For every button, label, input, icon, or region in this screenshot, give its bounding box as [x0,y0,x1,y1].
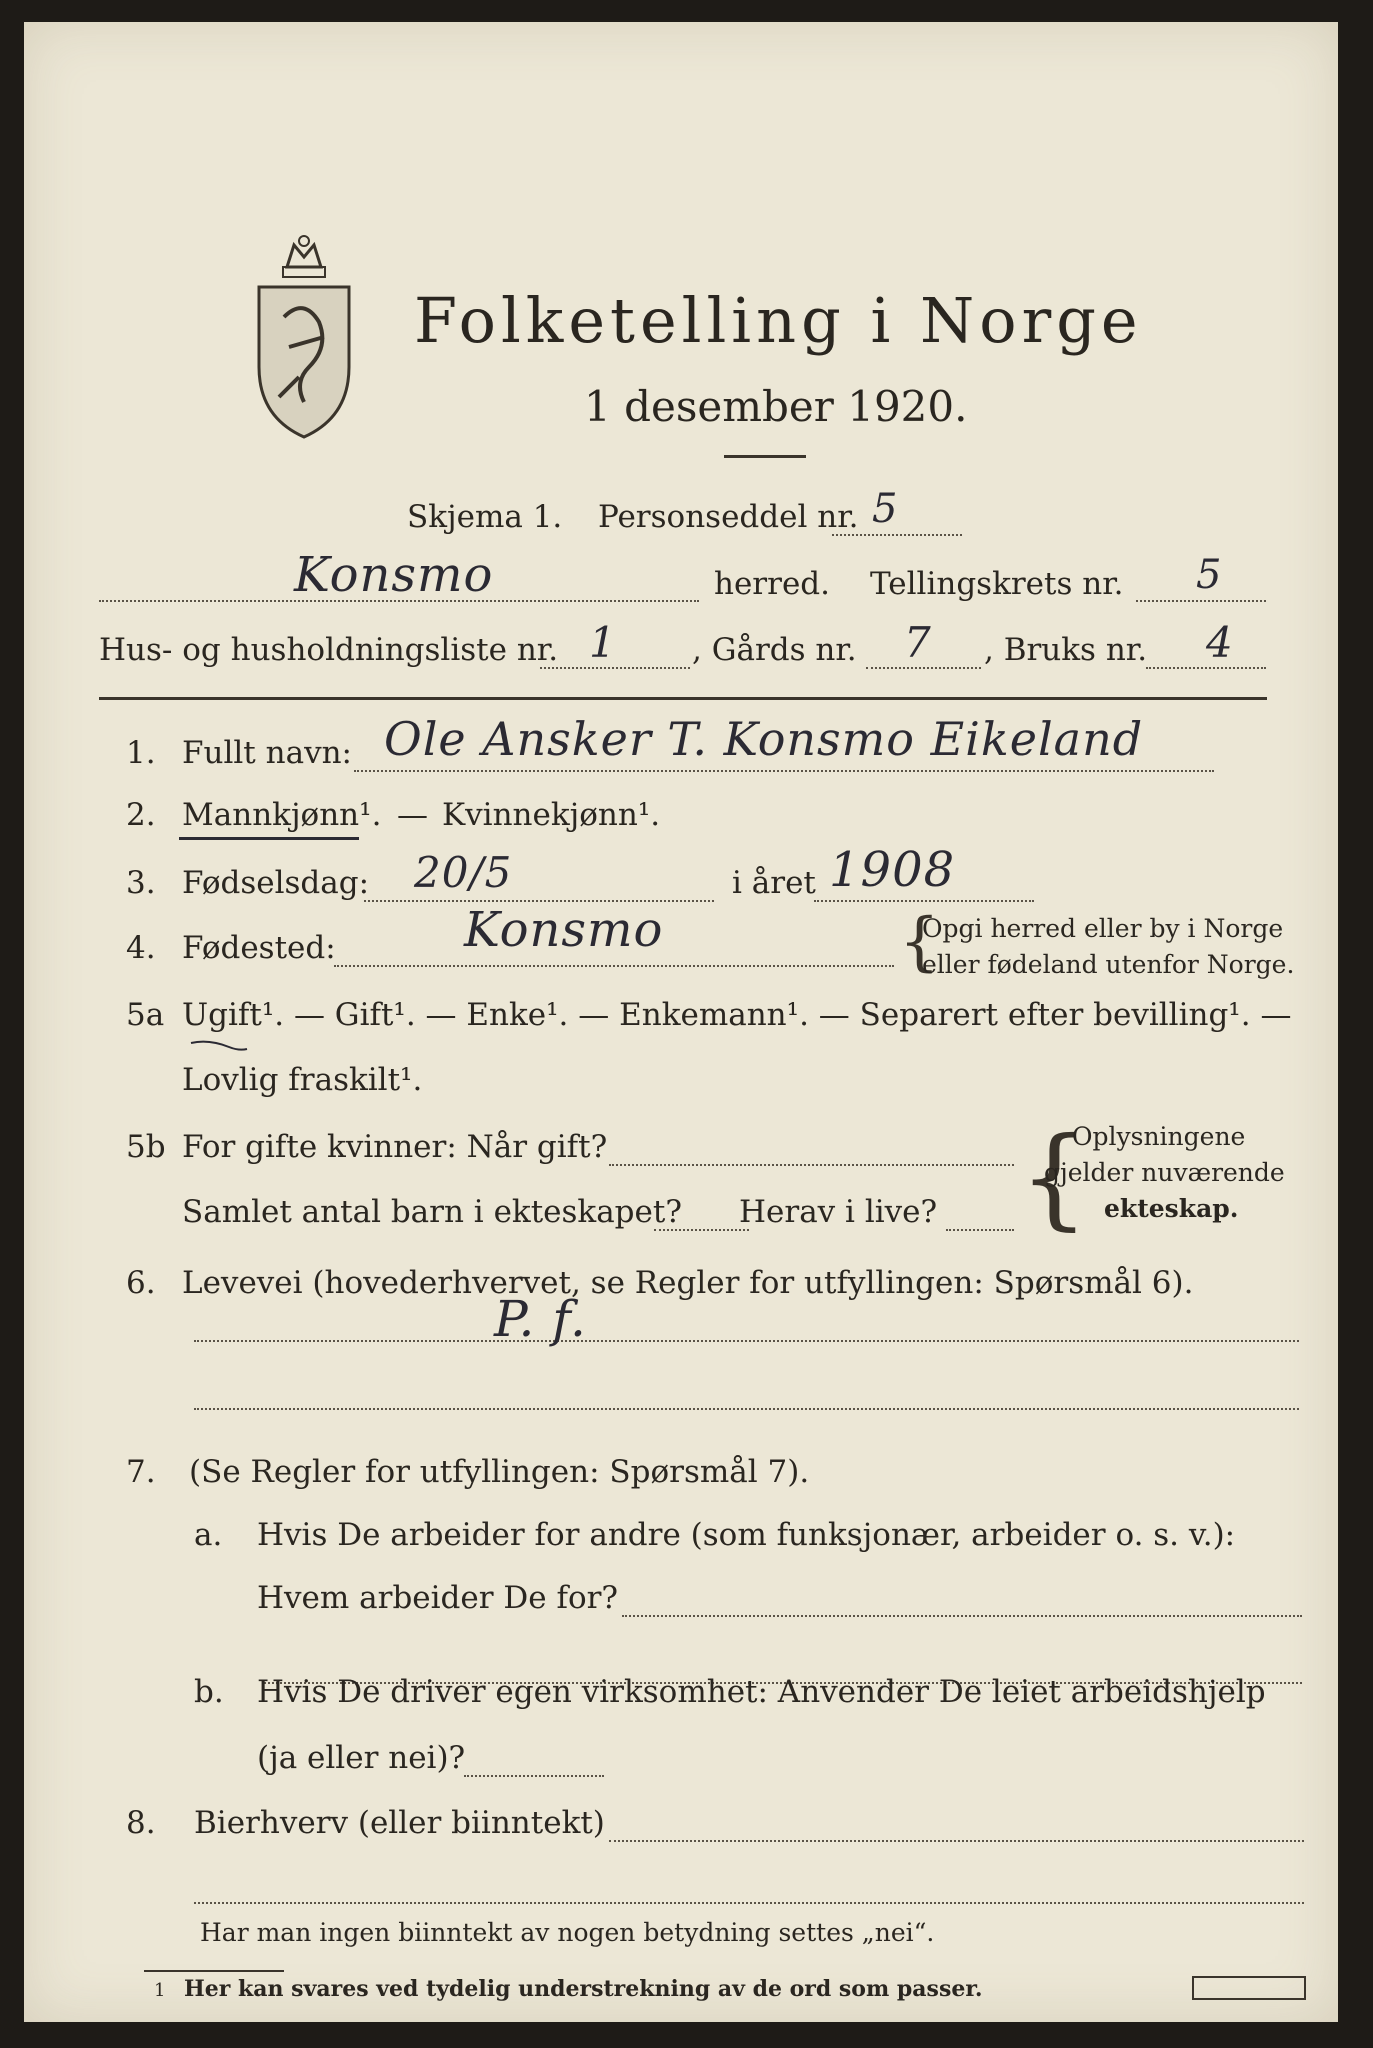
q4-number: 4. [126,930,156,966]
q7-number: 7. [126,1454,156,1490]
hus-label: Hus- og husholdningsliste nr. [99,632,559,668]
q2-number: 2. [126,797,156,833]
bruks-label: , Bruks nr. [984,632,1148,668]
herred-value: Konsmo [294,547,494,603]
q5a-number: 5a [126,997,165,1033]
q7a-line2: Hvem arbeider De for? [257,1580,619,1616]
q6-number: 6. [126,1265,156,1301]
q7b-field-line [464,1775,604,1777]
footnote-text: Her kan svares ved tydelig understrekning av de ord som passer. [184,1976,983,2002]
q3-year-label: i året [732,865,816,901]
q3-number: 3. [126,865,156,901]
q2-male-underline [179,837,359,840]
q7-label: (Se Regler for utfyllingen: Spørsmål 7). [189,1454,810,1490]
gards-value: 7 [904,618,932,667]
q5b-line2-children: Samlet antal barn i ekteskapet? [182,1194,682,1230]
q2-separator: — [397,797,428,833]
q5b-number: 5b [126,1129,166,1165]
census-date: 1 desember 1920. [584,382,968,431]
q8-field-line1 [609,1840,1304,1842]
q8-field-line2 [194,1902,1304,1904]
q5b-alive-field-line [946,1229,1014,1231]
footnote-rule [144,1970,284,1972]
personseddel-value: 5 [872,486,899,532]
q5b-note-line3: ekteskap. [1104,1194,1239,1223]
q5b-note-line1: Oplysningene [1072,1122,1246,1151]
personseddel-label: Personseddel nr. [598,499,859,535]
header-separator [99,697,1267,700]
q4-note-brace: { [899,905,940,979]
q8-note: Har man ingen biinntekt av nogen betydning settes „nei“. [200,1918,935,1947]
bruks-value: 4 [1206,618,1234,667]
q5a-options-line1: Ugift¹. — Gift¹. — Enke¹. — Enkemann¹. — Separert efter bevilling¹. — [182,997,1292,1033]
schema-label: Skjema 1. [407,499,563,535]
q4-label: Fødested: [182,930,336,966]
q7a-letter: a. [194,1517,223,1553]
gards-field-line [866,667,981,669]
q6-field-line1 [194,1340,1299,1342]
q1-full-name: Ole Ansker T. Konsmo Eikeland [384,712,1144,766]
q7b-line2: (ja eller nei)? [257,1740,466,1776]
tellingskrets-value: 5 [1196,552,1223,598]
q5b-line2-alive: Herav i live? [739,1194,938,1230]
q5b-line1: For gifte kvinner: Når gift? [182,1129,608,1165]
q7b-letter: b. [194,1674,224,1710]
q4-note-line1: Opgi herred eller by i Norge [922,914,1284,943]
q1-field-line [354,770,1214,772]
q5a-pen-mark [189,1037,249,1057]
gards-label: , Gårds nr. [692,632,857,668]
q6-label: Levevei (hovederhvervet, se Regler for utfyllingen: Spørsmål 6). [182,1265,1194,1301]
q6-field-line2 [194,1408,1299,1410]
q3-year-field-line [814,900,1034,902]
printer-stamp [1192,1976,1306,2000]
tellingskrets-label: Tellingskrets nr. [870,566,1124,602]
q2-female-option: Kvinnekjønn¹. [442,797,661,833]
q7b-line1: Hvis De driver egen virksomhet: Anvender De leiet arbeidshjelp [257,1674,1266,1710]
q7a-line1: Hvis De arbeider for andre (som funksjonær, arbeider o. s. v.): [257,1517,1236,1553]
q2-male-option: Mannkjønn¹. [182,797,382,833]
norwegian-coat-of-arms-icon [249,227,359,442]
q3-birth-year: 1908 [829,842,956,898]
q8-label: Bierhverv (eller biinntekt) [194,1805,605,1841]
q1-label: Fullt navn: [182,735,352,771]
q1-number: 1. [126,735,156,771]
bruks-field-line [1146,667,1266,669]
q5a-options-line2: Lovlig fraskilt¹. [182,1062,423,1098]
personseddel-field-line [832,534,962,536]
q3-label: Fødselsdag: [182,865,370,901]
q4-field-line [334,965,894,967]
herred-label: herred. [714,566,830,602]
q6-occupation: P. f. [494,1290,587,1348]
q4-note-line2: eller fødeland utenfor Norge. [922,950,1295,979]
q3-birth-date: 20/5 [414,848,513,897]
q5b-note-brace: { [1019,1113,1089,1241]
footnote-marker: 1 [154,1980,166,2001]
q8-number: 8. [126,1805,156,1841]
hus-field-line [540,667,690,669]
census-form-page [24,22,1338,2022]
hus-value: 1 [589,618,617,667]
q4-birthplace: Konsmo [464,902,664,958]
q5b-note-line2: gjelder nuværende [1044,1158,1285,1187]
q7a-field-line1 [622,1615,1302,1617]
q5b-children-field-line [654,1229,749,1231]
tellingskrets-field-line [1136,600,1266,602]
title-divider [724,455,806,458]
form-title: Folketelling i Norge [414,284,1143,357]
q5b-married-field-line [609,1164,1014,1166]
